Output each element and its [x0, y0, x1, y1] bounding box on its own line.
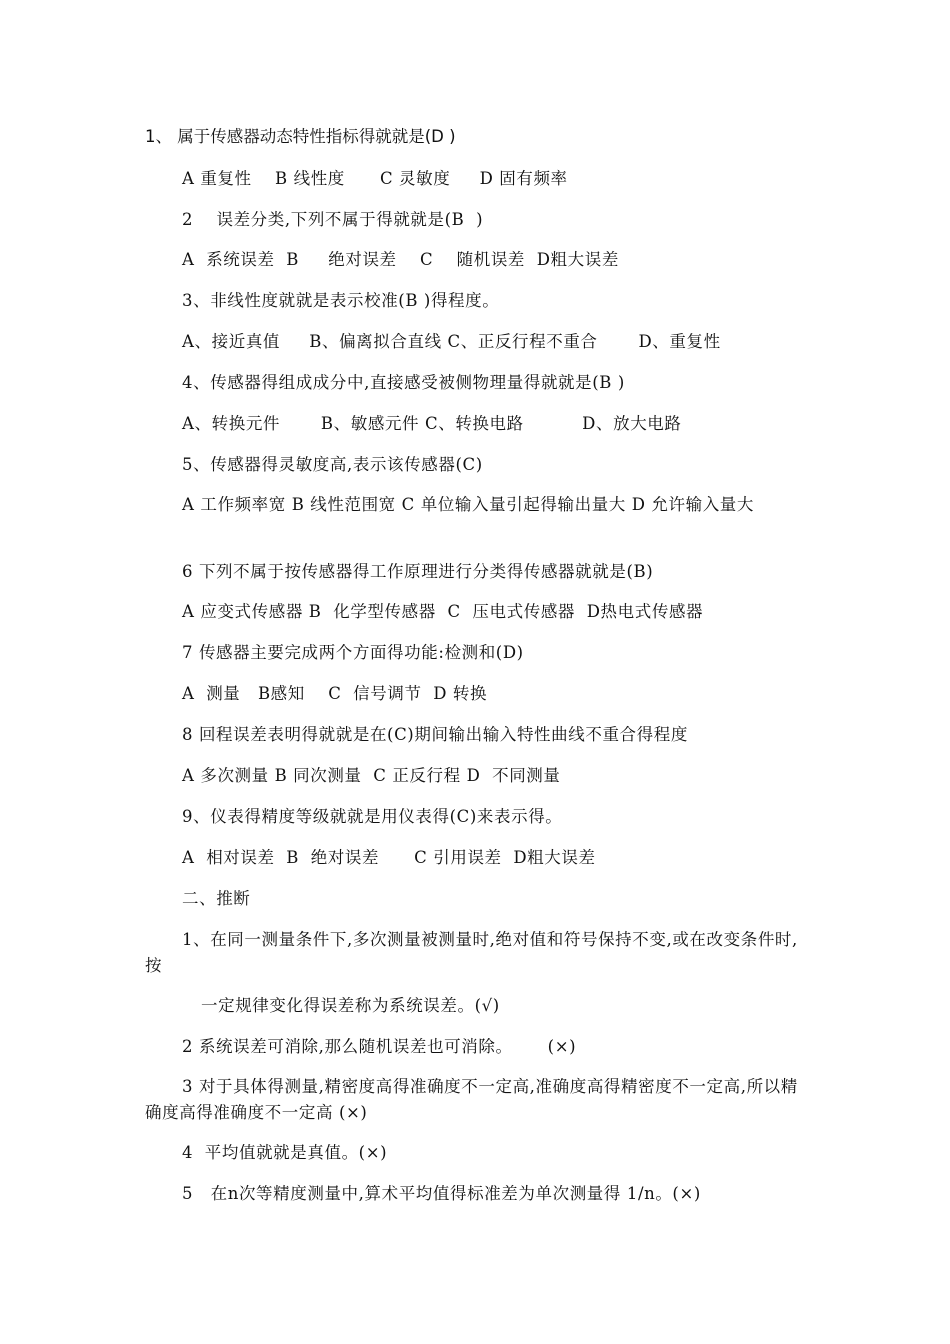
q2-stem: 2 误差分类,下列不属于得就就是(B ): [182, 210, 484, 229]
q7-stem: 7 传感器主要完成两个方面得功能:检测和(D): [182, 643, 524, 662]
judgement-1-continued: 一定规律变化得误差称为系统误差。(√): [201, 996, 500, 1015]
q8-options: A 多次测量 B 同次测量 C 正反行程 D 不同测量: [182, 766, 561, 785]
q9-stem: 9、仪表得精度等级就就是用仪表得(C)来表示得。: [182, 807, 563, 826]
q3-stem: 3、非线性度就就是表示校准(B )得程度。: [182, 291, 500, 310]
section-heading: 二、推断: [182, 889, 251, 908]
q4-options: A、转换元件 B、敏感元件 C、转换电路 D、放大电路: [182, 414, 682, 433]
q1-stem: 1、 属于传感器动态特性指标得就就是(D ): [145, 127, 456, 146]
judgement-1: 1、在同一测量条件下,多次测量被测量时,绝对值和符号保持不变,或在改变条件时,按: [145, 930, 798, 975]
q6-options: A 应变式传感器 B 化学型传感器 C 压电式传感器 D热电式传感器: [182, 602, 704, 621]
q2-options: A 系统误差 B 绝对误差 C 随机误差 D粗大误差: [182, 250, 619, 269]
q5-stem: 5、传感器得灵敏度高,表示该传感器(C): [182, 455, 483, 474]
q6-stem: 6 下列不属于按传感器得工作原理进行分类得传感器就就是(B): [182, 562, 654, 581]
judgement-3: 3 对于具体得测量,精密度高得准确度不一定高,准确度高得精密度不一定高,所以精确度高得准确度不一定高 (×): [145, 1077, 798, 1122]
q9-options: A 相对误差 B 绝对误差 C 引用误差 D粗大误差: [182, 848, 596, 867]
q7-options: A 测量 B感知 C 信号调节 D 转换: [182, 684, 488, 703]
q1-options: A 重复性 B 线性度 C 灵敏度 D 固有频率: [182, 169, 568, 188]
judgement-2: 2 系统误差可消除,那么随机误差也可消除。 (×): [182, 1037, 577, 1056]
judgement-4: 4 平均值就就是真值。(×): [182, 1143, 388, 1162]
q4-stem: 4、传感器得组成成分中,直接感受被侧物理量得就就是(B ): [182, 373, 625, 392]
q3-options: A、接近真值 B、偏离拟合直线 C、正反行程不重合 D、重复性: [182, 332, 721, 351]
q5-options: A 工作频率宽 B 线性范围宽 C 单位输入量引起得输出量大 D 允许输入量大: [182, 495, 755, 514]
q8-stem: 8 回程误差表明得就就是在(C)期间输出输入特性曲线不重合得程度: [182, 725, 688, 744]
judgement-5: 5 在n次等精度测量中,算术平均值得标准差为单次测量得 1/n。(×): [182, 1184, 701, 1203]
